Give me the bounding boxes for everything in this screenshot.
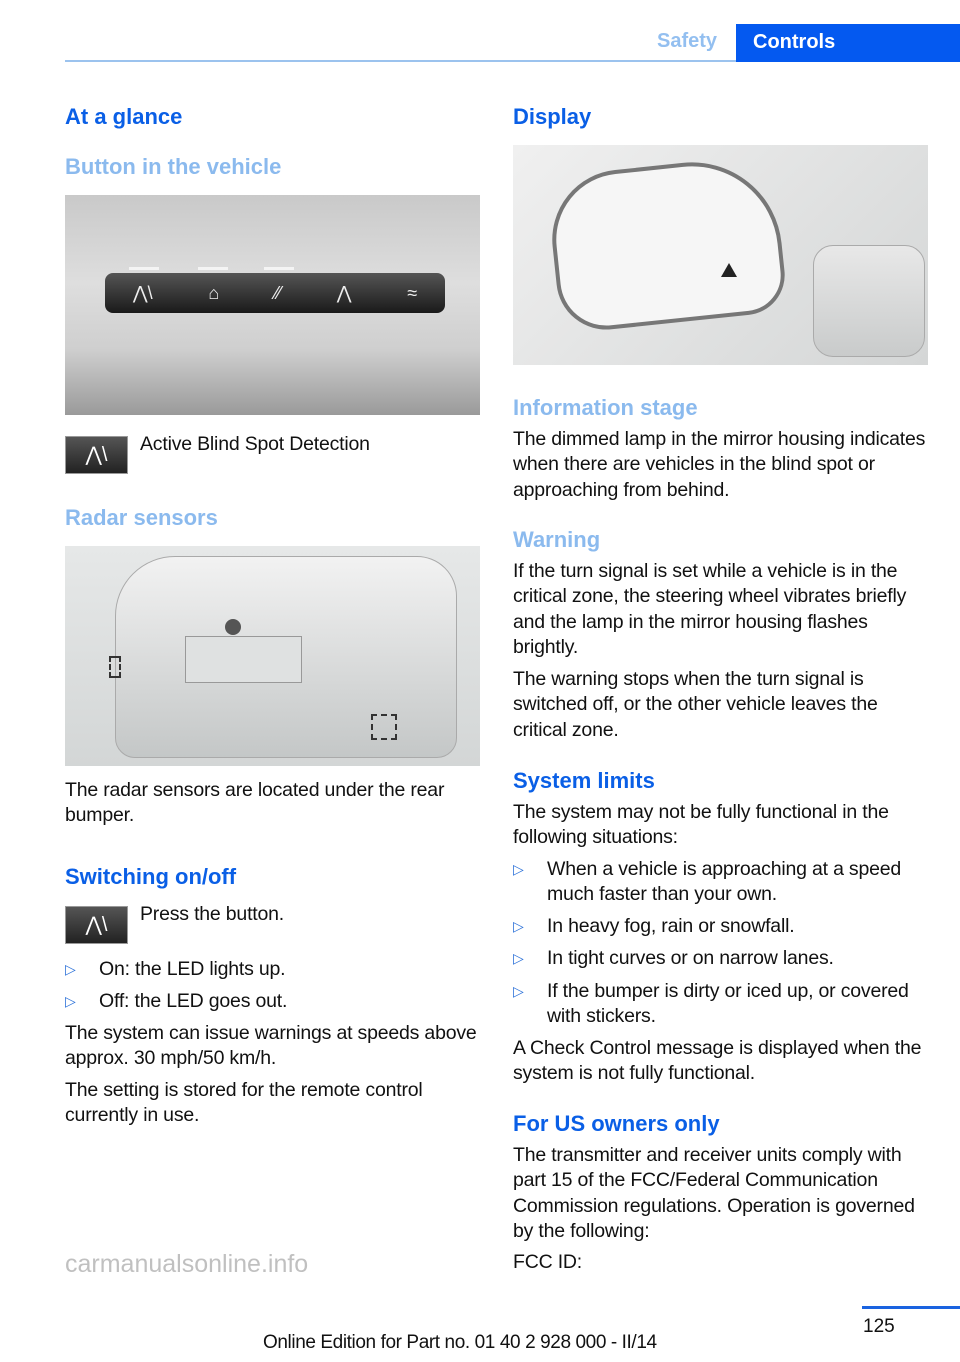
press-button-text: Press the button.: [140, 903, 285, 925]
button-panel-image: [65, 195, 480, 415]
watermark: carmanualsonline.info: [65, 1250, 309, 1278]
blind-spot-button-icon[interactable]: ⋀\: [65, 906, 128, 944]
tab-controls[interactable]: Controls: [736, 24, 960, 62]
warning-lamp-icon: [721, 263, 737, 277]
triangle-right-icon: ▷: [65, 961, 76, 977]
mirror-image: [513, 145, 928, 365]
heading-system-limits: System limits: [513, 768, 655, 793]
list-item: ▷ Off: the LED goes out.: [65, 989, 480, 1014]
heading-information-stage: Information stage: [513, 395, 698, 420]
blind-spot-icon: ⋀\: [132, 282, 153, 303]
paragraph: The system may not be fully functional in the following situations:: [513, 801, 889, 849]
lane-icon: ⁄⁄: [274, 282, 281, 303]
heading-radar-sensors: Radar sensors: [65, 505, 218, 530]
triangle-right-icon: ▷: [513, 950, 524, 966]
list-item: ▷ In tight curves or on narrow lanes.: [513, 946, 928, 971]
radar-text: The radar sensors are located under the rear bumper.: [65, 779, 445, 827]
tab-safety[interactable]: Safety: [657, 30, 718, 52]
heading-us-owners: For US owners only: [513, 1111, 720, 1136]
header-rule: [65, 60, 737, 62]
page-number: 125: [863, 1316, 895, 1337]
list-item: ▷ On: the LED lights up.: [65, 957, 480, 982]
paragraph: The dimmed lamp in the mirror housing indicates when there are vehicles in the blind spot or approaching from behind.: [513, 428, 926, 501]
page-number-rule: [862, 1306, 960, 1309]
lane-warning-icon: ⋀: [336, 282, 352, 303]
radar-sensor-car-image: [65, 546, 480, 766]
triangle-right-icon: ▷: [513, 861, 524, 877]
car-icon: ⌂: [208, 282, 220, 303]
paragraph: The system can issue warnings at speeds above approx. 30 mph/50 km/h.: [65, 1022, 477, 1070]
settings-icon: ≈: [407, 282, 418, 303]
blind-spot-button-icon: ⋀\: [65, 436, 128, 474]
heading-switching: Switching on/off: [65, 864, 237, 889]
heading-display: Display: [513, 104, 592, 129]
icon-caption: Active Blind Spot Detection: [140, 433, 370, 455]
heading-warning: Warning: [513, 527, 601, 552]
edition-text: Online Edition for Part no. 01 40 2 928 000 - II/14: [263, 1332, 657, 1353]
paragraph: The transmitter and receiver units comply with part 15 of the FCC/Federal Communication Commission regulations. Operation is governed by the following:: [513, 1144, 915, 1242]
list-item: ▷ In heavy fog, rain or snowfall.: [513, 914, 928, 939]
heading-button-in-vehicle: Button in the vehicle: [65, 154, 282, 179]
paragraph: The warning stops when the turn signal is switched off, or the other vehicle leaves the critical zone.: [513, 668, 878, 741]
paragraph: The setting is stored for the remote control currently in use.: [65, 1079, 423, 1127]
list-item: ▷ If the bumper is dirty or iced up, or covered with stickers.: [513, 980, 909, 1028]
fcc-id: FCC ID:: [513, 1251, 583, 1273]
triangle-right-icon: ▷: [513, 918, 524, 934]
heading-at-a-glance: At a glance: [65, 104, 183, 129]
triangle-right-icon: ▷: [65, 993, 76, 1009]
paragraph: A Check Control message is displayed when the system is not fully functional.: [513, 1037, 922, 1085]
triangle-right-icon: ▷: [513, 983, 524, 999]
list-item: ▷ When a vehicle is approaching at a speed much faster than your own.: [513, 858, 902, 906]
paragraph: If the turn signal is set while a vehicle is in the critical zone, the steering wheel vibrates briefly and the lamp in the mirror housing flashes brightly.: [513, 560, 907, 658]
